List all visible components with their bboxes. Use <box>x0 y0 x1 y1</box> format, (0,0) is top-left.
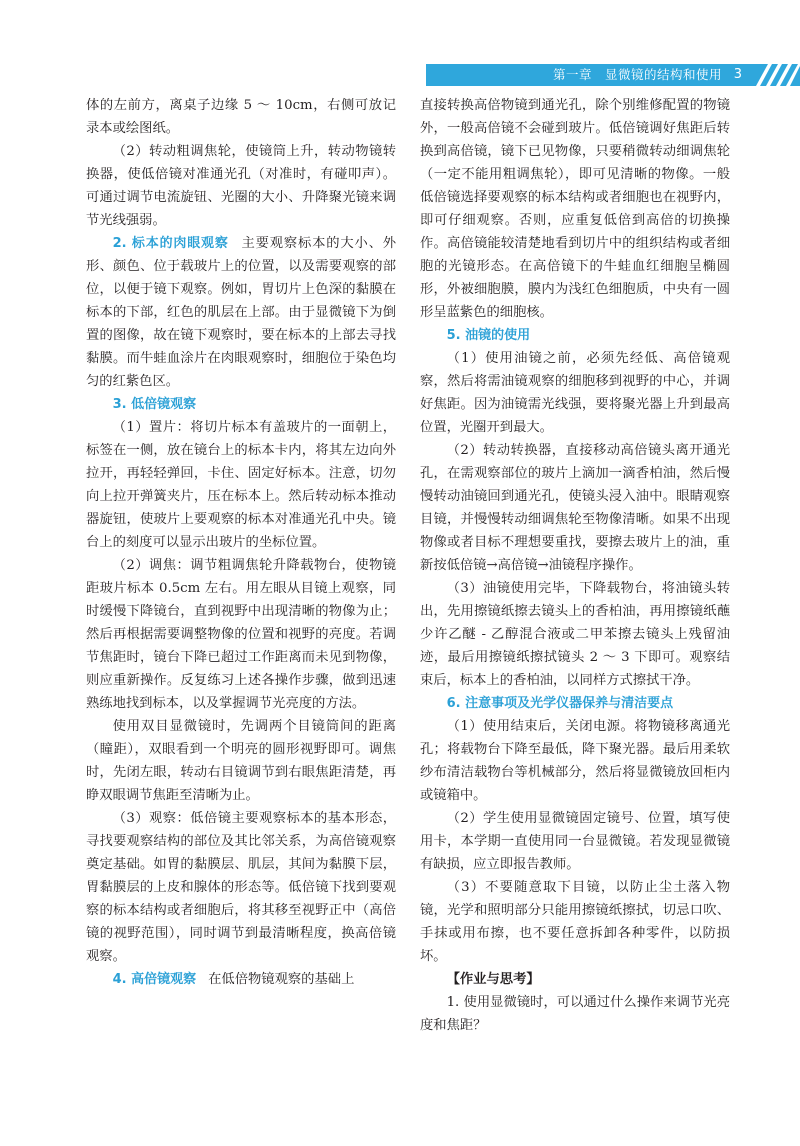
paragraph: 体的左前方，离桌子边缘 5 ～ 10cm，右侧可放记录本或绘图纸。 <box>86 98 396 136</box>
section-heading: 4. 高倍镜观察 <box>112 972 197 987</box>
paragraph-text: 在低倍物镜观察的基础上 <box>208 972 355 987</box>
section-heading: 3. 低倍镜观察 <box>112 397 197 412</box>
paragraph: （3）观察：低倍镜主要观察标本的基本形态，寻找要观察结构的部位及其比邻关系，为高倍镜观察奠定基础。如胃的黏膜层、肌层，其间为黏膜下层，胃黏膜层的上皮和腺体的形态等。低倍镜下找到要观察的标本结构或者细胞后，将其移至视野正中（高倍镜的视野范围），同时调节到最清晰程度，换高倍镜观察。 <box>86 811 396 964</box>
paragraph: （2）转动转换器，直接移动高倍镜头离开通光孔，在需观察部位的玻片上滴加一滴香柏油，然后慢慢转动油镜回到通光孔，使镜头浸入油中。眼睛观察目镜，并慢慢转动细调焦轮至物像清晰。如果不出现物像或者目标不理想要重找，要擦去玻片上的油，重新按低倍镜→高倍镜→油镜程序操作。 <box>420 443 730 573</box>
chapter-header-bar <box>426 64 800 86</box>
paragraph: （2）调焦：调节粗调焦轮升降载物台，使物镜距玻片标本 0.5cm 左右。用左眼从目镜上观察，同时缓慢下降镜台，直到视野中出现清晰的物像为止；然后再根据需要调整物像的位置和视野的亮度。若调节焦距时，镜台下降已超过工作距离而未见到物像，则应重新操作。反复练习上述各操作步骤，做到迅速熟练地找到标本，以及掌握调节光亮度的方法。 <box>86 558 396 711</box>
chapter-title: 第一章 显微镜的结构和使用 <box>552 67 722 82</box>
paragraph: 使用双目显微镜时，先调两个目镜筒间的距离（瞳距），双眼看到一个明亮的圆形视野即可。调焦时，先闭左眼，转动右目镜调节到右眼焦距清楚，再睁双眼调节焦距至清晰为止。 <box>86 719 396 803</box>
paragraph: （1）使用结束后，关闭电源。将物镜移离通光孔；将载物台下降至最低，降下聚光器。最后用柔软纱布清洁载物台等机械部分，然后将显微镜放回柜内或镜箱中。 <box>420 719 730 803</box>
paragraph: （1）使用油镜之前，必须先经低、高倍镜观察，然后将需油镜观察的细胞移到视野的中心，并调好焦距。因为油镜需光线强，要将聚光器上升到最高位置，光圈开到最大。 <box>420 351 730 435</box>
paragraph-text: 主要观察标本的大小、外形、颜色、位于载玻片上的位置，以及需要观察的部位，以便于镜下观察。例如，胃切片上色深的黏膜在标本的下部，红色的肌层在上部。由于显微镜下为倒置的图像，故在镜下观察时，要在标本的上部去寻找黏膜。而牛蛙血涂片在肉眼观察时，细胞位于染色均匀的红紫色区。 <box>86 236 396 389</box>
section-heading: 6. 注意事项及光学仪器保养与清洁要点 <box>446 696 674 711</box>
homework-heading: 【作业与思考】 <box>446 972 540 987</box>
paragraph: （2）学生使用显微镜固定镜号、位置，填写使用卡，本学期一直使用同一台显微镜。若发现显微镜有缺损，应立即报告教师。 <box>420 811 730 872</box>
section-paragraph <box>86 232 396 393</box>
section-paragraph <box>86 968 396 991</box>
paragraph: （3）油镜使用完毕，下降载物台，将油镜头转出，先用擦镜纸擦去镜头上的香柏油，再用擦镜纸蘸少许乙醚 - 乙醇混合液或二甲苯擦去镜头上残留油迹，最后用擦镜纸擦拭镜头 2 ～ 3 下即可。观察结束后，标本上的香柏油，以同样方式擦拭干净。 <box>420 581 730 688</box>
section-heading-line <box>86 393 396 416</box>
section-heading-line <box>420 324 730 347</box>
section-heading: 2. 标本的肉眼观察 <box>112 236 229 251</box>
decorative-stripes-icon <box>748 64 800 86</box>
page-number: 3 <box>733 67 742 82</box>
paragraph: 直接转换高倍物镜到通光孔，除个别维修配置的物镜外，一般高倍镜不会碰到玻片。低倍镜调好焦距后转换到高倍镜，镜下已见物像，只要稍微转动细调焦轮（一定不能用粗调焦轮），即可见清晰的物像。一般低倍镜选择要观察的标本结构或者细胞也在视野内，即可仔细观察。否则，应重复低倍到高倍的切换操作。高倍镜能较清楚地看到切片中的组织结构或者细胞的光镜形态。在高倍镜下的牛蛙血红细胞呈椭圆形，外被细胞膜，膜内为浅红色细胞质，中央有一圆形呈蓝紫色的细胞核。 <box>420 98 730 320</box>
paragraph: （1）置片：将切片标本有盖玻片的一面朝上，标签在一侧，放在镜台上的标本卡内，将其左边向外拉开，再轻轻弹回，卡住、固定好标本。注意，切勿向上拉开弹簧夹片，压在标本上。然后转动标本推动器旋钮，使玻片上要观察的标本对准通光孔中央。镜台上的刻度可以显示出玻片的坐标位置。 <box>86 420 396 550</box>
left-column <box>86 94 396 991</box>
paragraph: （3）不要随意取下目镜，以防止尘土落入物镜，光学和照明部分只能用擦镜纸擦拭，切忌口吹、手抹或用布擦，也不要任意拆卸各种零件，以防损坏。 <box>420 880 730 964</box>
section-heading-line <box>420 692 730 715</box>
right-column <box>420 94 730 1037</box>
section-heading: 5. 油镜的使用 <box>446 328 531 343</box>
paragraph: （2）转动粗调焦轮，使镜筒上升，转动物镜转换器，使低倍镜对准通光孔（对准时，有碰叩声）。可通过调节电流旋钮、光圈的大小、升降聚光镜来调节光线强弱。 <box>86 144 396 228</box>
homework-question: 1. 使用显微镜时，可以通过什么操作来调节光亮度和焦距？ <box>420 995 730 1033</box>
